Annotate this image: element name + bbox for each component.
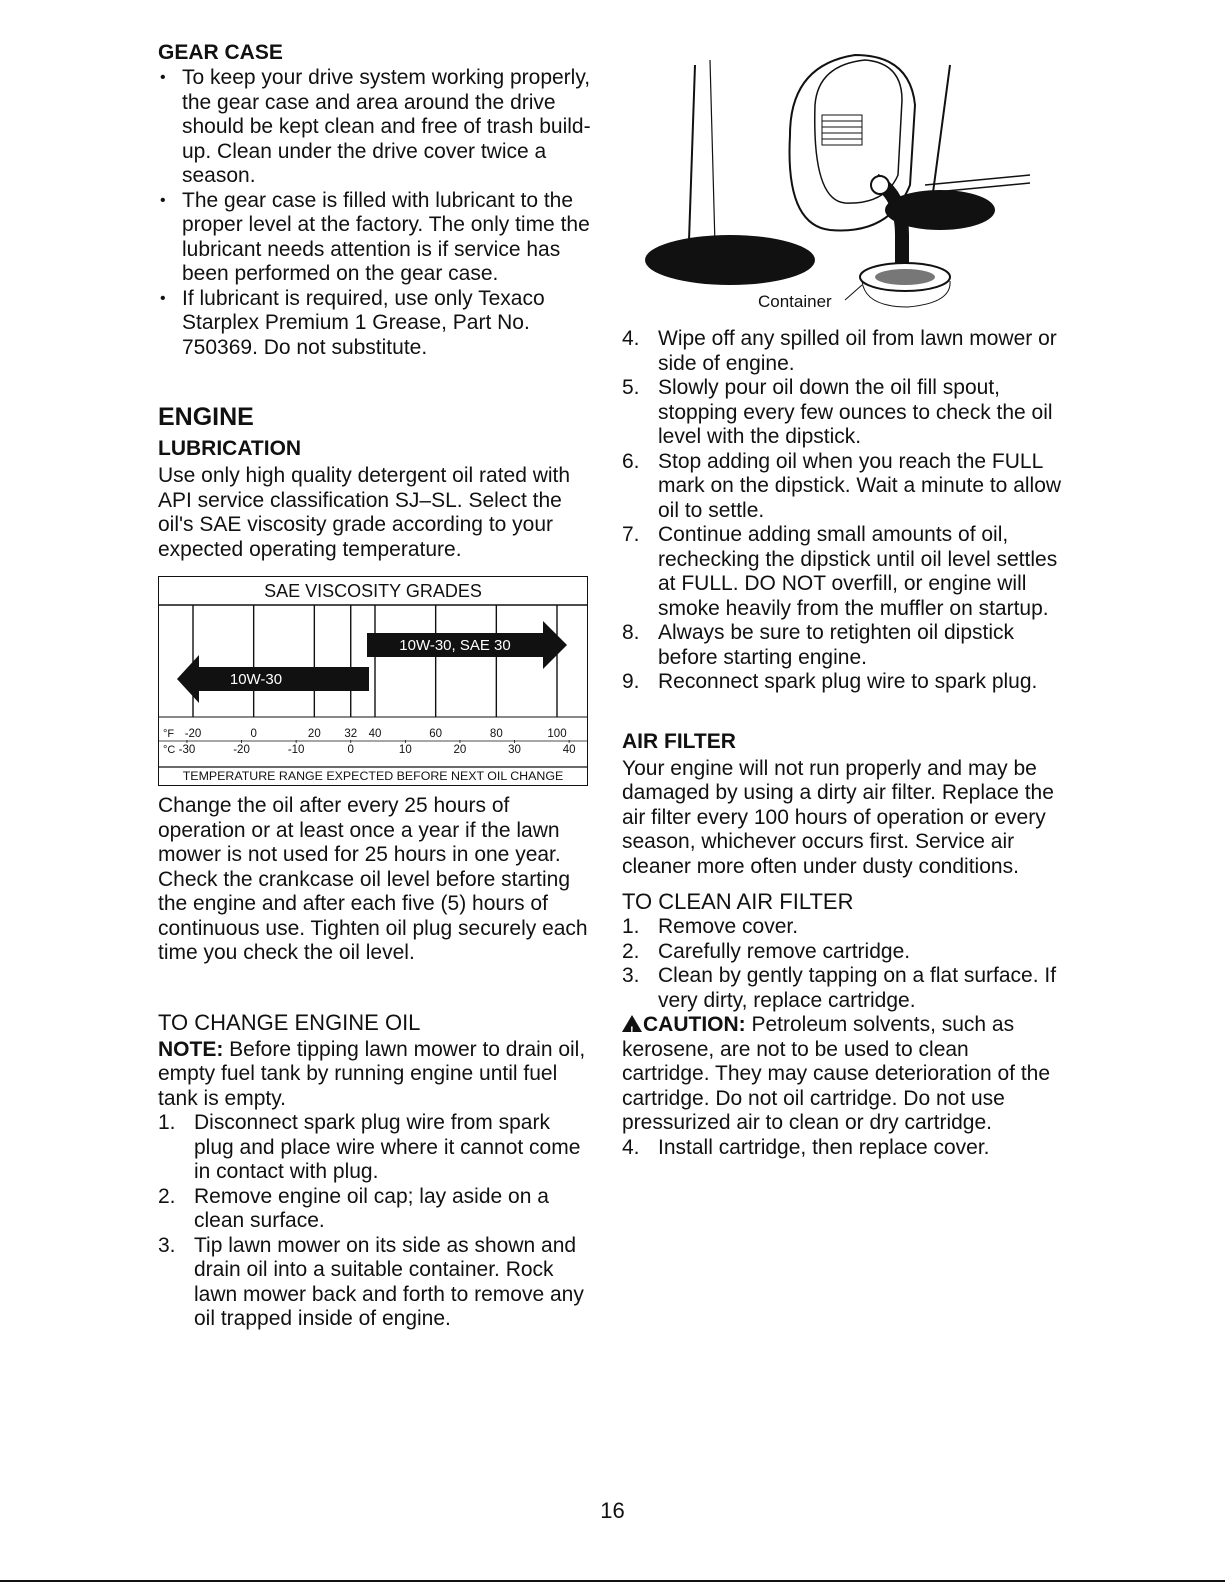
step-text: Slowly pour oil down the oil fill spout, stopping every few ounces to check the oil level with the dipstick.: [658, 376, 1053, 448]
step-number: 5.: [622, 376, 640, 399]
chart-celsius-tick: 40: [562, 744, 576, 756]
bullet-text: The gear case is filled with lubricant to the proper level at the factory. The only time the lubricant needs attention is if service has been performed on the gear case.: [182, 188, 590, 285]
clean-air-filter-heading: TO CLEAN AIR FILTER: [622, 889, 854, 914]
air-filter-step-1: [622, 915, 1062, 940]
step-text: Tip lawn mower on its side as shown and drain oil into a suitable container. Rock lawn mower back and forth to remove any oil trapped inside of engine.: [194, 1233, 584, 1330]
chart-celsius-tick: -30: [178, 744, 196, 756]
step-text: Continue adding small amounts of oil, rechecking the dipstick until oil level settles at FULL. DO NOT overfill, or engine will smoke heavily from the muffler on startup.: [658, 523, 1058, 620]
change-oil-step-5: [622, 376, 1062, 450]
engine-section: [158, 402, 594, 1332]
oil-change-interval: Change the oil after every 25 hours of operation or at least once a year if the lawn mower is not used for 25 hours in one year.: [158, 794, 561, 866]
step-text: Remove engine oil cap; lay aside on a clean surface.: [194, 1184, 549, 1232]
change-oil-step-2: [158, 1185, 594, 1234]
air-filter-step-3: [622, 964, 1062, 1013]
air-filter-section: [622, 729, 1062, 1161]
step-text: Install cartridge, then replace cover.: [658, 1135, 990, 1159]
left-column: [158, 40, 594, 1332]
note-label: NOTE:: [158, 1037, 224, 1061]
change-oil-note: [158, 1038, 594, 1112]
change-oil-step-9: [622, 670, 1062, 695]
step-text: Disconnect spark plug wire from spark plug and place wire where it cannot come in contact with plug.: [194, 1111, 581, 1183]
chart-bar: [199, 667, 369, 691]
lubrication-intro: Use only high quality detergent oil rated with API service classification SJ–SL. Select the oil's SAE viscosity grade according to your expected operating temperature.: [158, 464, 571, 561]
warning-triangle-icon: !: [622, 1015, 642, 1032]
note-text: Before tipping lawn mower to drain oil, empty fuel tank by running engine until fuel tank is empty.: [158, 1037, 586, 1110]
viscosity-chart-svg: [159, 577, 587, 785]
caution-label: CAUTION:: [643, 1013, 746, 1036]
chart-fahrenheit-tick: 40: [368, 728, 382, 740]
step-number: 4.: [622, 1135, 640, 1159]
chart-tick-labels: [159, 728, 587, 756]
step-number: 4.: [622, 327, 640, 350]
air-filter-step-4: [622, 1136, 1062, 1161]
gear-case-bullet-2: [158, 189, 594, 287]
chart-title: SAE VISCOSITY GRADES: [264, 581, 482, 601]
air-filter-heading: AIR FILTER: [622, 729, 736, 753]
chart-fahrenheit-tick: 20: [307, 728, 321, 740]
step-text: Clean by gently tapping on a flat surface. If very dirty, replace cartridge.: [658, 964, 1057, 1012]
step-text: Reconnect spark plug wire to spark plug.: [658, 670, 1038, 693]
chart-bar-label: 10W-30: [229, 671, 283, 688]
air-filter-step-2: [622, 940, 1062, 965]
after-chart-text: [158, 794, 594, 966]
chart-fahrenheit-tick: 60: [429, 728, 443, 740]
step-number: 8.: [622, 621, 640, 644]
bullet-text: If lubricant is required, use only Texaco Starplex Premium 1 Grease, Part No. 750369. Do not substitute.: [182, 286, 545, 359]
change-oil-step-3: [158, 1234, 594, 1332]
chart-celsius-tick: -20: [233, 744, 250, 756]
step-number: 2.: [158, 1184, 176, 1208]
gear-case-bullet-3: [158, 287, 594, 361]
chart-fahrenheit-tick: -20: [184, 728, 202, 740]
step-number: 6.: [622, 449, 640, 473]
mower-oil-drain-icon: [640, 45, 1040, 320]
step-text: Always be sure to retighten oil dipstick before starting engine.: [658, 621, 1015, 669]
change-oil-step-8: [622, 621, 1062, 670]
step-text: Carefully remove cartridge.: [658, 939, 911, 963]
step-number: 1.: [158, 1111, 176, 1134]
container-label: Container: [758, 292, 832, 311]
change-oil-section: [158, 1010, 594, 1332]
chart-fahrenheit-tick: 32: [344, 728, 358, 740]
gear-case-bullet-1: [158, 66, 594, 189]
chart-celsius-unit: °C: [163, 744, 176, 756]
change-oil-step-7: [622, 523, 1062, 621]
caution-text: Petroleum solvents, such as kerosene, are not to be used to clean cartridge. They may cause deterioration of the cartridge. Do not oil cartridge. Do not use pressurized air to clean or dry cartridge.: [622, 1013, 1051, 1134]
chart-fahrenheit-tick: 100: [547, 728, 567, 740]
step-text: Wipe off any spilled oil from lawn mower or side of engine.: [658, 327, 1057, 375]
gear-case-heading: GEAR CASE: [158, 41, 283, 64]
change-oil-step-4: [622, 327, 1062, 376]
chart-bar-label: 10W-30, SAE 30: [399, 637, 511, 654]
chart-celsius-tick: 30: [508, 744, 521, 756]
step-number: 3.: [158, 1233, 176, 1257]
change-oil-step-6: [622, 450, 1062, 524]
page-number: 16: [600, 1498, 625, 1523]
chart-fahrenheit-tick: 0: [250, 728, 257, 740]
chart-celsius-tick: 0: [347, 744, 354, 756]
chart-celsius-tick: 20: [453, 744, 467, 756]
change-oil-continued: [622, 327, 1062, 695]
chart-bars: [177, 621, 567, 703]
air-filter-intro: Your engine will not run properly and may be damaged by using a dirty air filter. Replace the air filter every 100 hours of operation or every season, whichever occurs first. Service air cleaner more often under dusty conditions.: [622, 756, 1054, 878]
lubrication-heading: LUBRICATION: [158, 437, 302, 460]
step-number: 7.: [622, 523, 640, 546]
chart-celsius-tick: 10: [398, 744, 412, 756]
chart-gridlines: [159, 605, 587, 717]
chart-fahrenheit-unit: °F: [163, 728, 175, 740]
step-number: 9.: [622, 670, 640, 693]
right-column: [622, 327, 1062, 1160]
caution-paragraph: [622, 1013, 1062, 1136]
chart-xlabel: TEMPERATURE RANGE EXPECTED BEFORE NEXT OIL CHANGE: [182, 769, 564, 783]
chart-bar-arrow: [177, 655, 199, 703]
chart-fahrenheit-tick: 80: [489, 728, 503, 740]
mower-oil-drain-illustration: [640, 45, 1040, 320]
bullet-icon: •: [160, 69, 166, 86]
bottom-rule: [0, 1580, 1225, 1582]
change-oil-step-1: [158, 1111, 594, 1185]
viscosity-chart: [158, 576, 588, 786]
change-oil-heading: TO CHANGE ENGINE OIL: [158, 1009, 421, 1035]
step-number: 3.: [622, 964, 640, 987]
step-text: Remove cover.: [658, 915, 799, 938]
bullet-icon: •: [160, 191, 166, 209]
chart-celsius-tick: -10: [287, 744, 305, 756]
oil-check-instruction: Check the crankcase oil level before starting the engine and after each five (5) hours of continuous use. Tighten oil plug securely each time you check the oil level.: [158, 867, 588, 964]
engine-heading: ENGINE: [158, 403, 254, 431]
step-number: 2.: [622, 939, 640, 963]
bullet-text: To keep your drive system working properly, the gear case and area around the drive should be kept clean and free of trash build-up. Clean under the drive cover twice a season.: [182, 66, 591, 187]
bullet-icon: •: [160, 289, 166, 307]
step-text: Stop adding oil when you reach the FULL mark on the dipstick. Wait a minute to allow oil to settle.: [658, 449, 1062, 522]
chart-bar-arrow: [543, 621, 567, 669]
gear-case-section: [158, 40, 594, 360]
step-number: 1.: [622, 915, 640, 938]
